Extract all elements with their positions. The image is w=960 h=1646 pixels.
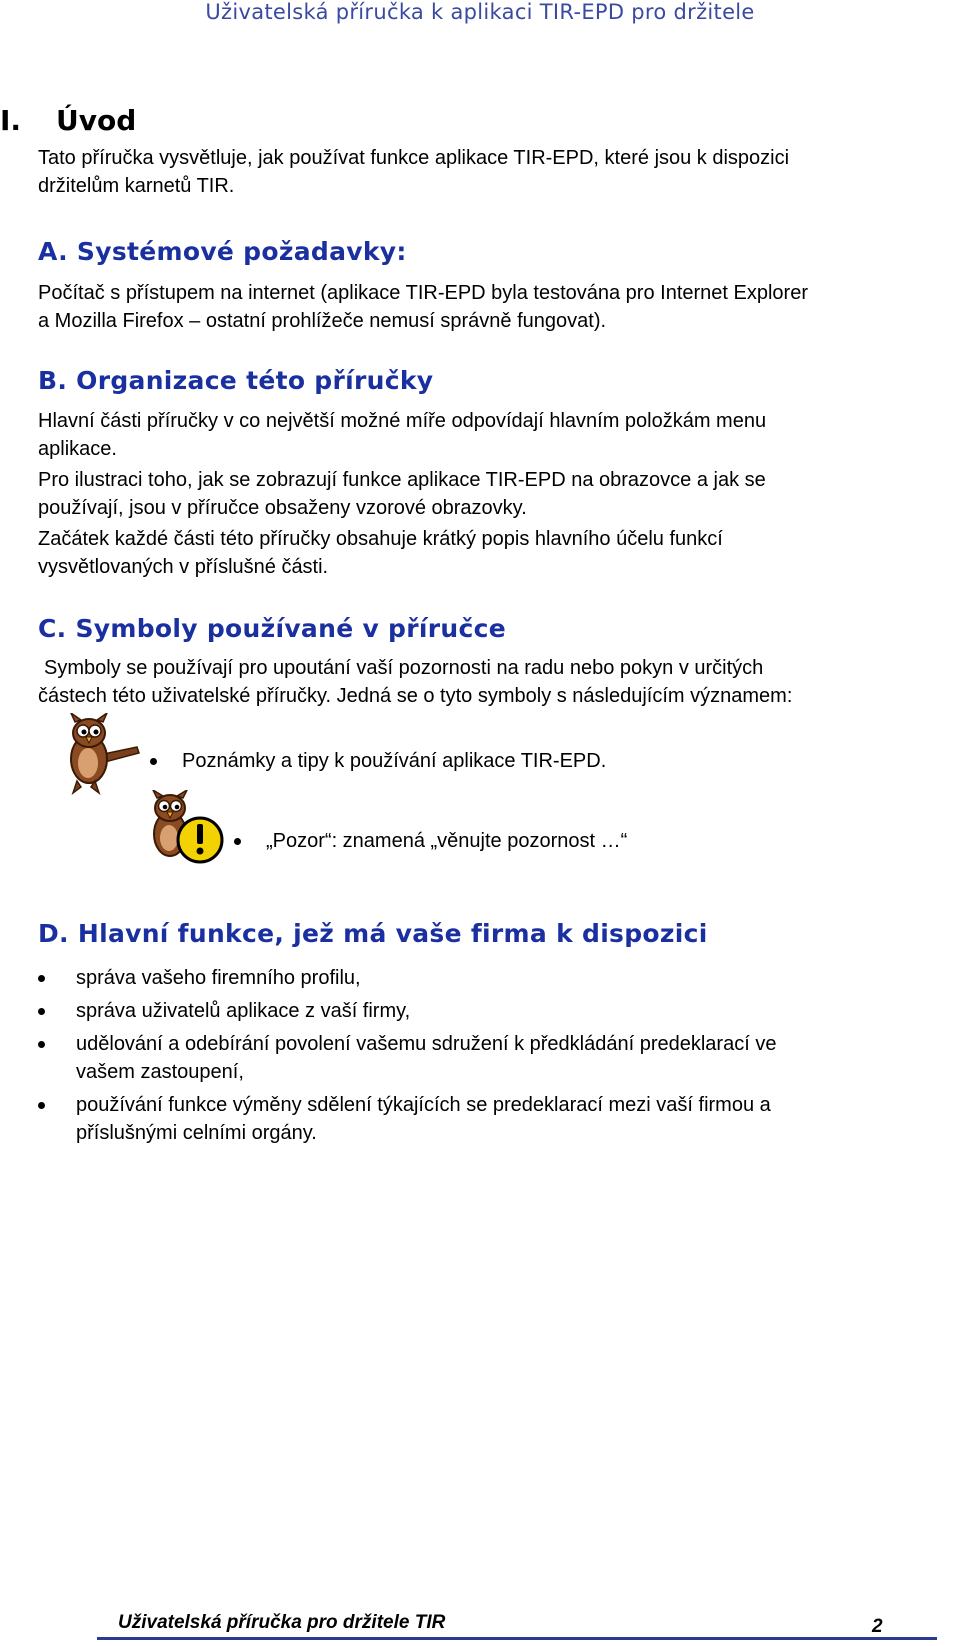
page-number: 2 — [872, 1616, 883, 1637]
section-a-paragraph: Počítač s přístupem na internet (aplikace TIR-EPD byla testována pro Internet Explorer a Mozilla Firefox – ostatní prohlížeče nemusí správně fungovat). — [38, 282, 808, 332]
owl-warning-icon — [142, 790, 228, 866]
running-header: Uživatelská příručka k aplikaci TIR-EPD pro držitele — [205, 0, 755, 24]
section-a-heading: A. Systémové požadavky: — [38, 237, 407, 266]
footer-title: Uživatelská příručka pro držitele TIR — [118, 1612, 446, 1633]
section-c-paragraph: Symboly se používají pro upoutání vaší pozornosti na radu nebo pokyn v určitých částech této uživatelské příručky. Jedná se o tyto symboly s následujícím významem: — [38, 657, 793, 707]
bullet — [38, 1041, 45, 1048]
bullet — [38, 975, 45, 982]
section-b-paragraph-1: Hlavní části příručky v co největší možné míře odpovídají hlavním položkám menu aplikace. — [38, 410, 767, 460]
chapter-number: I. — [0, 104, 22, 137]
bullet — [150, 758, 157, 765]
section-c-heading: C. Symboly používané v příručce — [38, 614, 506, 643]
bullet — [38, 1102, 45, 1109]
bullet — [234, 838, 241, 845]
owl-pointing-icon — [55, 713, 141, 795]
section-b-paragraph-3: Začátek každé části této příručky obsahuje krátký popis hlavního účelu funkcí vysvětlovaných v příslušné části. — [38, 528, 723, 578]
intro-paragraph: Tato příručka vysvětluje, jak používat funkce aplikace TIR-EPD, které jsou k dispozici držitelům karnetů TIR. — [38, 147, 790, 197]
chapter-heading — [0, 104, 136, 137]
chapter-title: Úvod — [56, 104, 137, 137]
section-b-paragraph-2: Pro ilustraci toho, jak se zobrazují funkce aplikace TIR-EPD na obrazovce a jak se používají, jsou v příručce obsaženy vzorové obrazovky. — [38, 469, 766, 519]
footer-rule — [97, 1637, 937, 1640]
section-b-heading: B. Organizace této příručky — [38, 366, 434, 395]
bullet — [38, 1008, 45, 1015]
section-d-heading: D. Hlavní funkce, jež má vaše firma k dispozici — [38, 919, 708, 948]
